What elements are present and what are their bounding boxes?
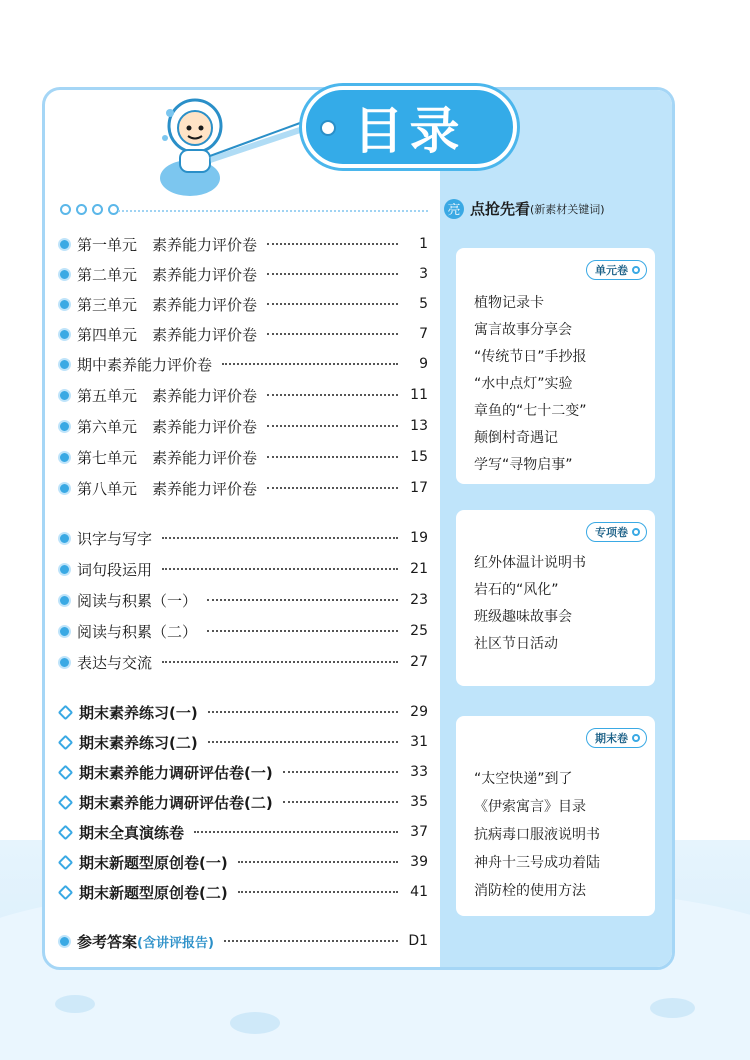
dot-leader xyxy=(207,599,398,601)
dot-leader xyxy=(267,425,398,427)
keyword-item: 颠倒村奇遇记 xyxy=(474,430,558,446)
bullet-icon xyxy=(58,298,71,311)
dot-leader xyxy=(238,861,398,863)
answers-sub-label: (含讲评报告) xyxy=(137,935,214,951)
dot-leader xyxy=(283,771,398,773)
bullet-icon xyxy=(58,656,71,669)
toc-row[interactable]: 识字与写字 19 xyxy=(58,526,428,550)
keyword-box-final xyxy=(456,716,655,916)
dot-icon xyxy=(60,204,71,215)
dot-leader xyxy=(162,537,398,539)
keyword-box-special xyxy=(456,510,655,686)
toc-row[interactable]: 期末全真演练卷 37 xyxy=(58,820,428,844)
dot-leader xyxy=(267,394,398,396)
dot-icon xyxy=(76,204,87,215)
box-tag: 专项卷 xyxy=(586,522,647,542)
dot-icon xyxy=(92,204,103,215)
dot-leader xyxy=(238,891,398,893)
toc-row[interactable]: 阅读与积累（二） 25 xyxy=(58,619,428,643)
tag-dot-icon xyxy=(632,528,640,536)
dot-leader xyxy=(267,243,398,245)
keyword-item: 社区节日活动 xyxy=(474,636,558,652)
bullet-icon xyxy=(58,532,71,545)
toc-row[interactable]: 期末素养练习(一) 29 xyxy=(58,700,428,724)
dot-leader xyxy=(162,568,398,570)
toc-row[interactable]: 第六单元 素养能力评价卷 13 xyxy=(58,414,428,438)
diamond-bullet-icon xyxy=(58,884,74,900)
keyword-item: 章鱼的“七十二变” xyxy=(474,403,587,419)
diamond-bullet-icon xyxy=(58,794,74,810)
dot-leader xyxy=(208,711,398,713)
dot-leader xyxy=(267,273,398,275)
dot-leader xyxy=(208,741,398,743)
toc-row[interactable]: 期末新题型原创卷(二) 41 xyxy=(58,880,428,904)
toc-row[interactable]: 阅读与积累（一） 23 xyxy=(58,588,428,612)
diamond-bullet-icon xyxy=(58,764,74,780)
highlight-subtitle: (新素材关键词) xyxy=(530,202,605,216)
keyword-item: “传统节日”手抄报 xyxy=(474,349,587,365)
dot-leader xyxy=(267,333,398,335)
bullet-icon xyxy=(58,420,71,433)
keyword-item: 抗病毒口服液说明书 xyxy=(474,827,600,843)
toc-row[interactable]: 第一单元 素养能力评价卷 1 xyxy=(58,232,428,256)
tag-dot-icon xyxy=(632,734,640,742)
dot-leader xyxy=(194,831,398,833)
bullet-icon xyxy=(58,268,71,281)
dot-leader xyxy=(267,456,398,458)
bullet-icon xyxy=(58,935,71,948)
bullet-icon xyxy=(58,563,71,576)
toc-row[interactable]: 期末素养能力调研评估卷(二) 35 xyxy=(58,790,428,814)
cloud-decoration xyxy=(230,1012,280,1034)
dot-leader xyxy=(283,801,398,803)
dot-leader xyxy=(207,630,398,632)
keyword-box-unit xyxy=(456,248,655,484)
toc-row[interactable]: 第三单元 素养能力评价卷 5 xyxy=(58,292,428,316)
toc-row[interactable]: 第八单元 素养能力评价卷 17 xyxy=(58,476,428,500)
toc-row[interactable]: 期中素养能力评价卷 9 xyxy=(58,352,428,376)
keyword-item: 红外体温计说明书 xyxy=(474,555,586,571)
keyword-item: 岩石的“风化” xyxy=(474,582,559,598)
box-tag: 单元卷 xyxy=(586,260,647,280)
astronaut-mascot-icon xyxy=(150,88,310,203)
toc-row[interactable]: 第五单元 素养能力评价卷 11 xyxy=(58,383,428,407)
page-title: 目录 xyxy=(353,102,466,160)
dot-leader xyxy=(162,661,398,663)
bullet-icon xyxy=(58,482,71,495)
bullet-icon xyxy=(58,358,71,371)
diamond-bullet-icon xyxy=(58,734,74,750)
keyword-item: 神舟十三号成功着陆 xyxy=(474,855,600,871)
diamond-bullet-icon xyxy=(58,854,74,870)
highlight-icon: 亮 xyxy=(444,199,464,219)
keyword-item: 学写“寻物启事” xyxy=(474,457,573,473)
bullet-icon xyxy=(58,238,71,251)
dot-leader xyxy=(267,487,398,489)
divider xyxy=(118,210,428,212)
keyword-item: “太空快递”到了 xyxy=(474,771,573,787)
cloud-decoration xyxy=(55,995,95,1013)
title-tag xyxy=(302,86,517,168)
highlight-header xyxy=(444,198,605,219)
keyword-item: “水中点灯”实验 xyxy=(474,376,573,392)
dot-leader xyxy=(222,363,398,365)
diamond-bullet-icon xyxy=(58,704,74,720)
keyword-item: 植物记录卡 xyxy=(474,295,544,311)
dot-leader xyxy=(267,303,398,305)
highlight-title: 点抢先看 xyxy=(470,200,531,218)
toc-row-answers[interactable]: 参考答案 (含讲评报告) D1 xyxy=(58,929,428,953)
keyword-item: 《伊索寓言》目录 xyxy=(474,799,586,815)
box-tag: 期末卷 xyxy=(586,728,647,748)
toc-row[interactable]: 第四单元 素养能力评价卷 7 xyxy=(58,322,428,346)
nav-dots-decoration xyxy=(60,204,119,215)
toc-row[interactable]: 第二单元 素养能力评价卷 3 xyxy=(58,262,428,286)
dot-leader xyxy=(224,940,398,942)
diamond-bullet-icon xyxy=(58,824,74,840)
keyword-item: 班级趣味故事会 xyxy=(474,609,572,625)
bullet-icon xyxy=(58,594,71,607)
bullet-icon xyxy=(58,328,71,341)
toc-row[interactable]: 期末素养练习(二) 31 xyxy=(58,730,428,754)
keyword-item: 消防栓的使用方法 xyxy=(474,883,586,899)
bullet-icon xyxy=(58,451,71,464)
bullet-icon xyxy=(58,389,71,402)
toc-row[interactable]: 期末新题型原创卷(一) 39 xyxy=(58,850,428,874)
toc-row[interactable]: 期末素养能力调研评估卷(一) 33 xyxy=(58,760,428,784)
keyword-item: 寓言故事分享会 xyxy=(474,322,572,338)
toc-row[interactable]: 词句段运用 21 xyxy=(58,557,428,581)
toc-row[interactable]: 第七单元 素养能力评价卷 15 xyxy=(58,445,428,469)
tag-dot-icon xyxy=(632,266,640,274)
toc-row[interactable]: 表达与交流 27 xyxy=(58,650,428,674)
bullet-icon xyxy=(58,625,71,638)
cloud-decoration xyxy=(650,998,695,1018)
